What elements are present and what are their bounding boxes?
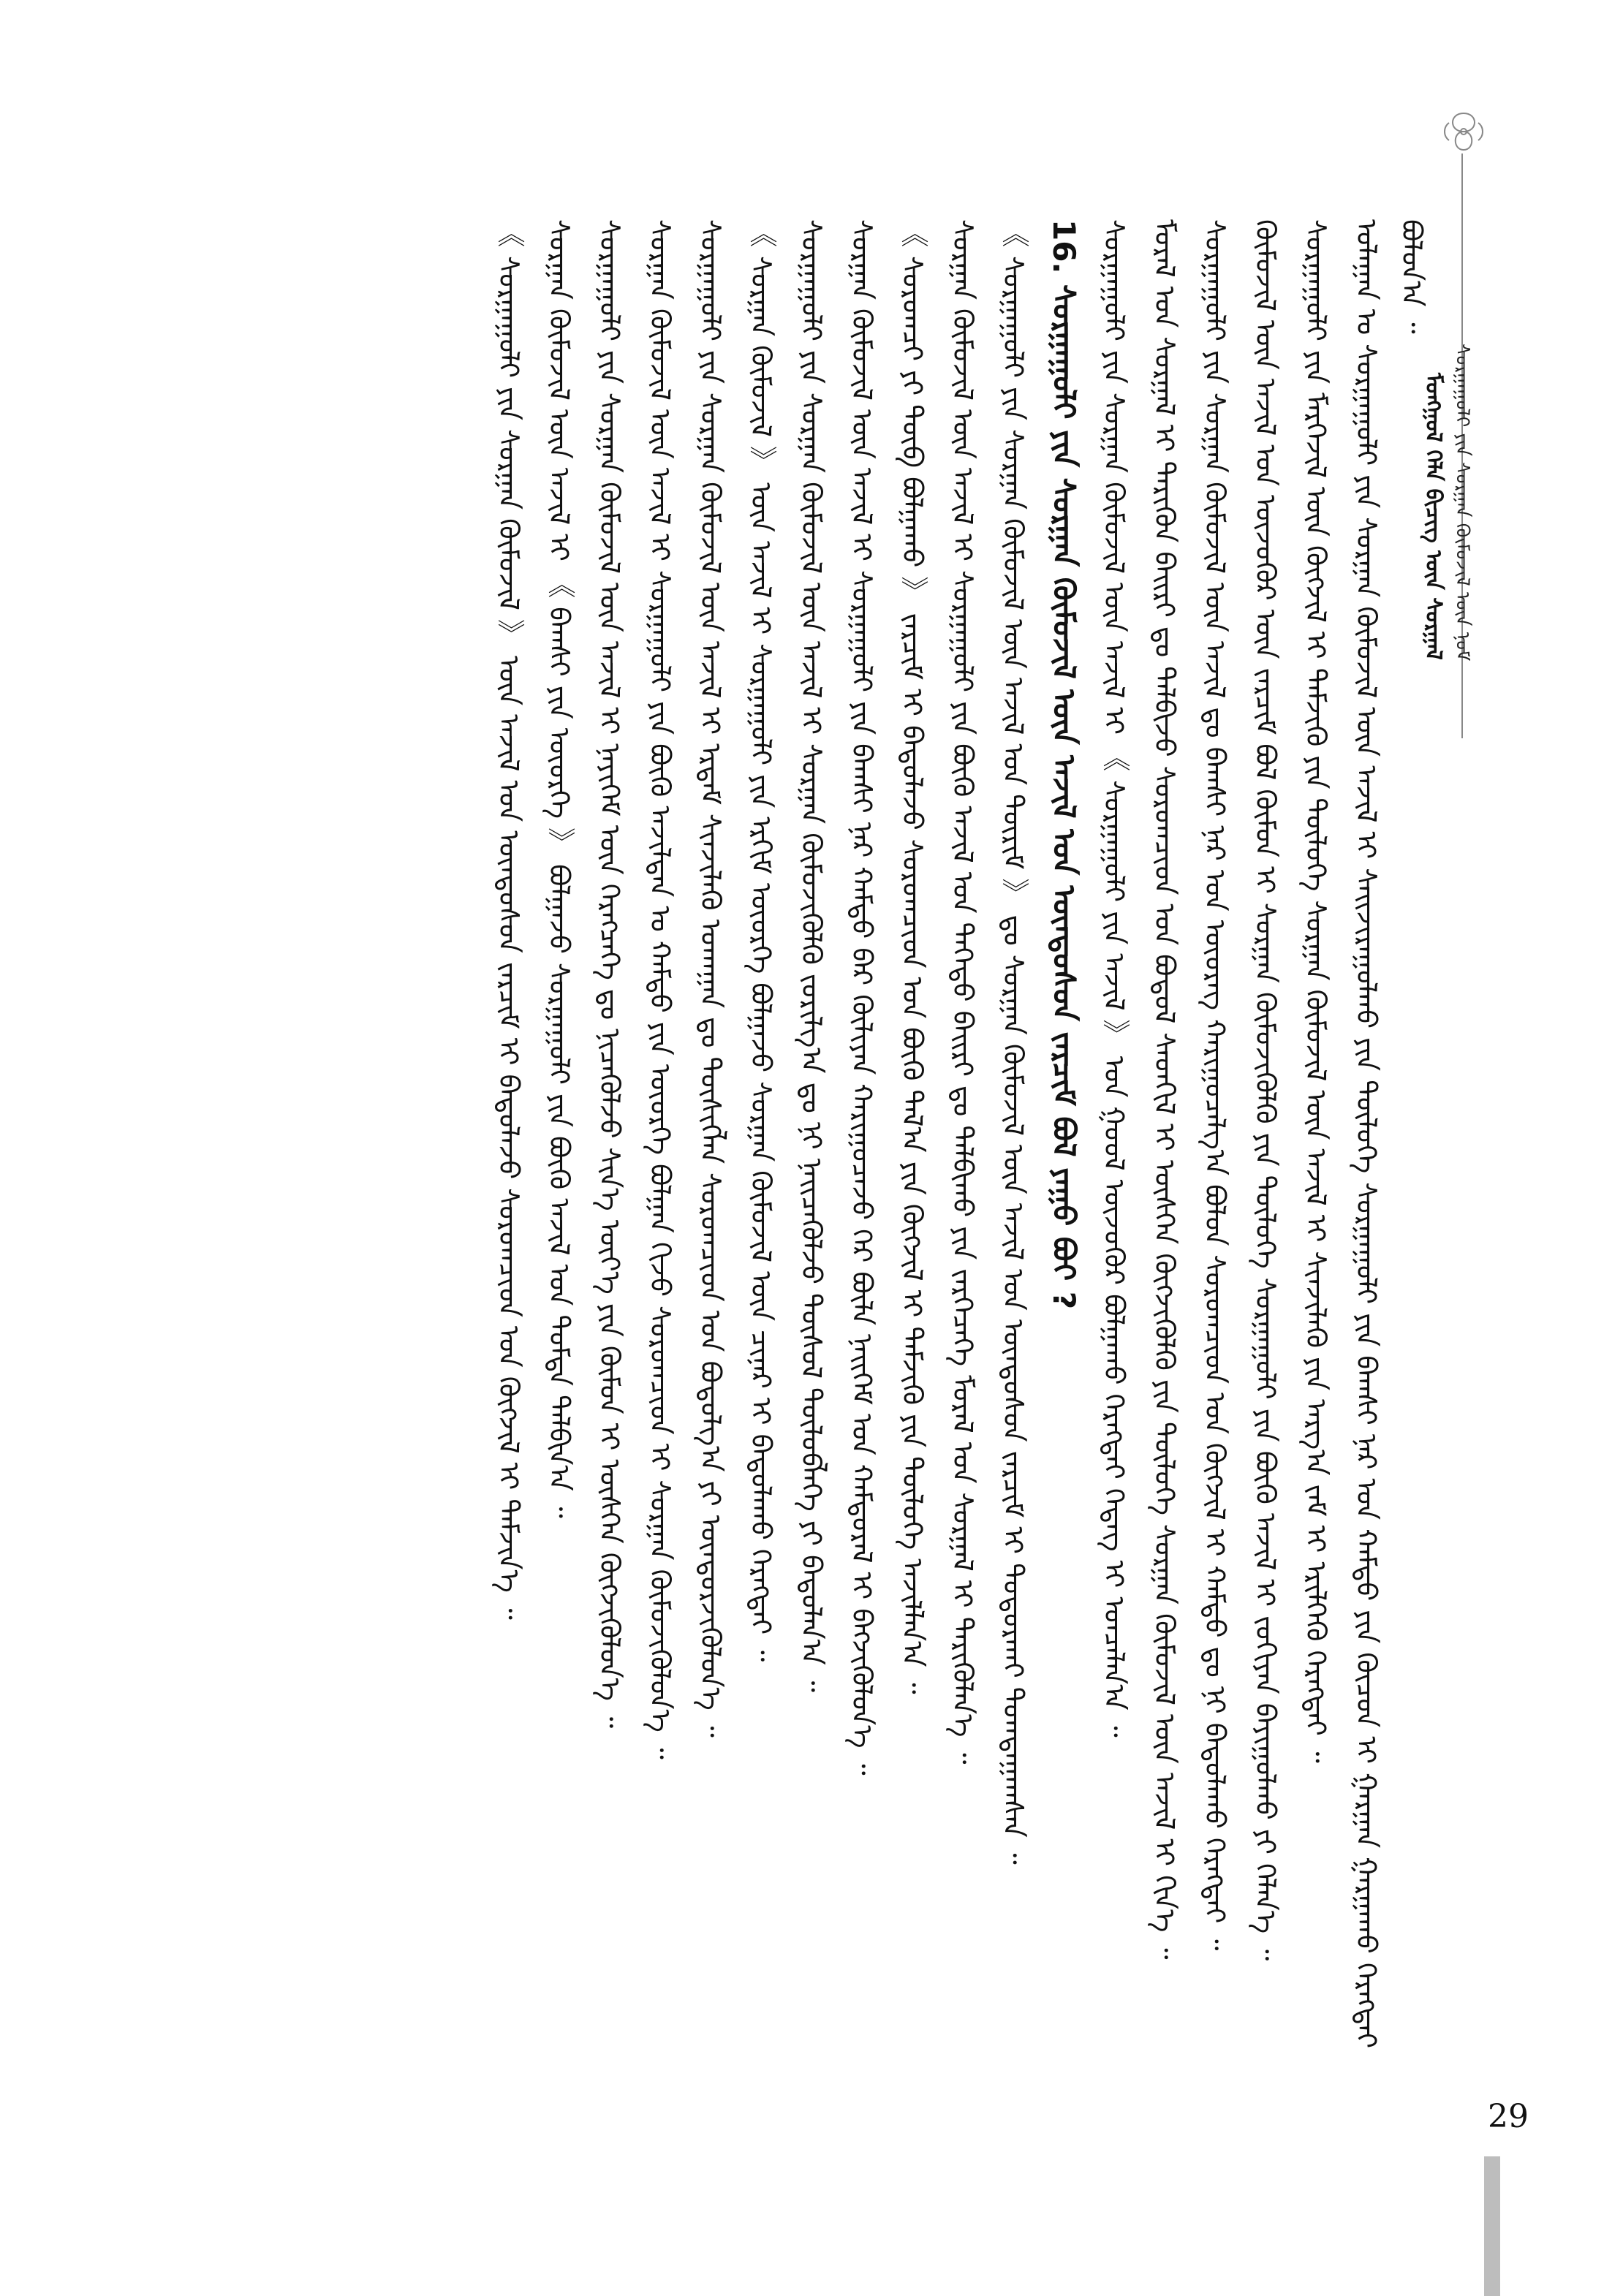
text-column: ᠬᠦᠮᠦᠵᠢᠯ ᠦᠨ ᠠᠵᠢᠯ ᠤᠨ ᠦᠵᠦᠭᠦᠷ ᠦᠨ ᠵᠠᠷᠴᠢᠮ ᠪᠣᠯ ᠬᠦᠮᠦᠨ ᠢ ᠰᠤᠷᠭᠠᠨ ᠬᠦᠮᠦᠵᠢᠭᠦᠯᠬᠦ ᠶᠢᠨ ᠲᠥᠯᠥᠭᠡ ᠰᠤᠷᠭᠠᠭᠤᠯᠢ ᠶᠢᠨ ᠪᠦᠬᠦ ᠠᠵᠢᠯ ᠢ ᠵᠣᠬᠢᠶᠠᠨ ᠪᠠᠶᠢᠭᠤᠯᠬᠤ ᠶᠢ ᠬᠡᠯᠡᠨ᠎ᠡ ᠃ — [1249, 219, 1282, 1961]
section-heading: 16. ᠰᠤᠷᠭᠠᠭᠤᠯᠢ ᠶᠢᠨ ᠰᠤᠷᠭᠠᠨ ᠬᠦᠮᠦᠵᠢᠯ ᠦᠨ ᠠᠵᠢᠯ ᠤᠨ ᠦᠨᠳᠦᠰᠦᠨ ᠵᠠᠷᠴᠢᠮ ᠪᠣᠯ ᠶᠠᠭᠤ ᠪᠤᠢ ? — [1046, 219, 1082, 1310]
text-column: ᠮᠣᠷᠠᠯ ᠤᠨ ᠰᠤᠷᠭᠠᠯ ᠢ ᠲᠡᠷᠢᠭᠦᠨ ᠪᠠᠢᠷᠢ ᠳᠤ ᠲᠠᠯᠪᠢᠵᠤ ᠰᠤᠷᠤᠭᠴᠢᠳ ᠤᠨ ᠪᠣᠳᠤᠯ ᠰᠡᠳᠬᠢᠯ ᠢ ᠥᠰᠭᠡᠨ ᠬᠥᠭᠵᠢᠭᠦᠯᠬᠦ ᠶᠢᠨ ᠲᠥᠯᠥᠭᠡ ᠰᠤᠷᠭᠠᠨ ᠬᠦᠮᠦᠵᠢᠯ ᠦᠨ ᠠᠵᠢᠯ ᠢ ᠬᠢᠨ᠎ᠡ ᠃ — [1149, 219, 1181, 1960]
text-column: ᠰᠤᠷᠭᠠᠭᠤᠯᠢ ᠶᠢᠨ ᠮᠡᠷᠭᠡᠵᠢᠯ ᠦᠨ ᠬᠥᠭᠵᠢᠯ ᠢ ᠳᠡᠮᠵᠢᠬᠦ ᠶᠢᠨ ᠲᠥᠯᠥᠭᠡ ᠰᠤᠷᠭᠠᠨ ᠬᠦᠮᠦᠵᠢᠯ ᠦᠨ ᠠᠵᠢᠯ ᠢ ᠰᠢᠨᠵᠢᠯᠡᠬᠦ ᠶᠢᠨ ᠠᠷᠭ᠎ᠠ ᠵᠠᠮ ᠢ ᠡᠷᠢᠯᠬᠡᠬᠦ ᠬᠡᠷᠡᠭᠲᠡᠢ ᠃ — [1300, 219, 1332, 1763]
header-subtitle: ᠰᠤᠷᠭᠠᠭᠤᠯᠢ ᠶᠢᠨ ᠰᠤᠷᠭᠠᠨ ᠬᠦᠮᠦᠵᠢᠯ ᠦᠨ ᠨᠣᠮ — [1451, 344, 1473, 662]
thumb-tab — [1484, 2156, 1500, 2296]
page-number: 29 — [1488, 2098, 1529, 2135]
text-column: 《 ᠰᠤᠷᠭᠠᠭᠤᠯᠢ ᠶᠢᠨ ᠰᠤᠷᠭᠠᠨ ᠬᠦᠮᠦᠵᠢᠯ ᠦᠨ ᠠᠵᠢᠯ ᠤᠨ ᠳᠦᠷᠢᠮ 》 ᠳᠤ ᠰᠤᠷᠭᠠᠨ ᠬᠦᠮᠦᠵᠢᠯ ᠦᠨ ᠠᠵᠢᠯ ᠤᠨ ᠦᠨᠳᠦᠰᠦᠨ ᠵᠠᠷᠴᠢᠮ ᠢ ᠲᠣᠳᠣᠷᠬᠠᠶ ᠲᠣᠭᠲᠠᠭᠠᠭᠰᠠᠨ ᠃ — [997, 219, 1029, 1865]
text-column: 《 ᠰᠤᠷᠤᠭᠴᠢ ᠶᠢ ᠲᠥᠪ ᠪᠣᠯᠭᠠᠬᠤ 》 ᠵᠠᠷᠴᠢᠮ ᠢ ᠪᠠᠲᠤᠯᠠᠵᠤ ᠰᠤᠷᠤᠭᠴᠢᠳ ᠤᠨ ᠪᠦᠬᠦ ᠲᠠᠯ᠎ᠠ ᠶᠢᠨ ᠬᠥᠭᠵᠢᠯ ᠢ ᠳᠡᠮᠵᠢᠬᠦ ᠶᠢᠨ ᠲᠥᠯᠥᠭᠡ ᠠᠵᠢᠯᠯᠠᠨ᠎ᠠ ᠃ — [896, 219, 928, 1694]
text-column: 《 ᠰᠤᠷᠭᠠᠨ ᠬᠦᠮᠦᠵᠢᠯ 》 ᠦᠨ ᠠᠵᠢᠯ ᠢ ᠰᠤᠷᠭᠠᠭᠤᠯᠢ ᠶᠢᠨ ᠡᠷᠬᠢᠮ ᠦᠦᠷᠭᠡ ᠪᠣᠯᠭᠠᠵᠤ ᠰᠤᠷᠭᠠᠨ ᠬᠦᠮᠦᠵᠢᠯ ᠦᠨ ᠴᠢᠨᠠᠷ ᠢ ᠪᠠᠲᠤᠯᠠᠬᠤ ᠬᠡᠷᠡᠭᠲᠡᠢ ᠃ — [745, 219, 777, 1662]
text-column: ᠰᠤᠷᠭᠠᠭᠤᠯᠢ ᠶᠢᠨ ᠰᠤᠷᠭᠠᠨ ᠬᠦᠮᠦᠵᠢᠯ ᠦᠨ ᠠᠵᠢᠯ ᠢ ᠨᠡᠶᠢᠭᠡᠮ ᠦᠨ ᠬᠡᠷᠡᠭᠴᠡᠭᠡ ᠳᠤ ᠨᠢᠴᠡᠭᠦᠯᠵᠦ ᠰᠢᠨ᠎ᠡ ᠦᠶ᠎ᠡ ᠶᠢᠨ ᠬᠦᠮᠦᠨ ᠢ ᠥᠰᠭᠡᠨ ᠬᠥᠭᠵᠢᠭᠦᠯᠦᠨ᠎ᠡ ᠃ — [594, 219, 626, 1729]
text-column: ᠰᠤᠷᠭᠠᠭᠤᠯᠢ ᠶᠢᠨ ᠰᠤᠷᠭᠠᠨ ᠬᠦᠮᠦᠵᠢᠯ ᠦᠨ ᠠᠵᠢᠯ ᠢ ᠰᠤᠷᠭᠠᠨ ᠬᠦᠮᠦᠵᠢᠭᠦᠯᠬᠦ ᠵᠣᠷᠢᠯᠭ᠎ᠠ ᠳᠤ ᠨᠢ ᠨᠡᠢᠴᠡᠭᠦᠯᠵᠦ ᠲᠥᠰᠥᠯ ᠲᠥᠯᠥᠪᠯᠡᠭᠡ ᠶᠢ ᠪᠠᠲᠤᠯᠠᠨ᠎ᠠ ᠃ — [795, 219, 828, 1693]
body-text — [183, 219, 1428, 2120]
text-column: ᠰᠤᠷᠭᠠᠭᠤᠯᠢ ᠶᠢᠨ ᠰᠤᠷᠭᠠᠨ ᠬᠦᠮᠦᠵᠢᠯ ᠦᠨ ᠠᠵᠢᠯ ᠳᠤ ᠪᠠᠭᠰᠢ ᠨᠠᠷ ᠤᠨ ᠦᠦᠷᠡᠭ ᠬᠠᠷᠢᠭᠤᠴᠠᠯᠭ᠎ᠠ ᠪᠣᠯᠤᠨ ᠰᠤᠷᠤᠭᠴᠢᠳ ᠤᠨ ᠬᠥᠭᠵᠢᠯ ᠢ ᠬᠠᠮᠲᠤ ᠳᠤ ᠨᠢ ᠪᠠᠲᠤᠯᠠᠬᠤ ᠬᠡᠷᠡᠭᠲᠡᠢ ᠃ — [1199, 219, 1231, 1951]
text-column: 《 ᠰᠤᠷᠭᠠᠭᠤᠯᠢ ᠶᠢᠨ ᠰᠤᠷᠭᠠᠨ ᠬᠦᠮᠦᠵᠢᠯ 》 ᠦᠨ ᠠᠵᠢᠯ ᠤᠨ ᠦᠨᠳᠦᠰᠦᠨ ᠵᠠᠷᠴᠢᠮ ᠢ ᠪᠠᠲᠤᠯᠠᠵᠤ ᠰᠤᠷᠤᠭᠴᠢᠳ ᠤᠨ ᠬᠥᠭᠵᠢᠯ ᠢ ᠳᠡᠮᠵᠢᠨ᠎ᠡ ᠃ — [493, 219, 525, 1620]
text-column: ᠰᠤᠷᠭᠠᠨ ᠬᠦᠮᠦᠵᠢᠯ ᠦᠨ ᠠᠵᠢᠯ ᠢ 《 ᠪᠠᠭᠰᠢ ᠶᠢᠨ ᠦᠦᠷᠭᠡ 》 ᠪᠣᠯᠭᠠᠵᠤ ᠰᠤᠷᠭᠠᠭᠤᠯᠢ ᠶᠢᠨ ᠪᠦᠬᠦ ᠠᠵᠢᠯ ᠤᠨ ᠳᠤᠮᠳᠠ ᠲᠠᠯᠪᠢᠨ᠎ᠠ ᠃ — [543, 219, 575, 1518]
text-column: ᠤᠯᠠᠭᠠᠨ ᠤ ᠰᠤᠷᠭᠠᠭᠤᠯᠢ ᠶᠢᠨ ᠰᠤᠷᠭᠠᠨ ᠬᠦᠮᠦᠵᠢᠯ ᠦᠨ ᠠᠵᠢᠯ ᠢ ᠰᠠᠢᠵᠢᠷᠠᠭᠤᠯᠬᠤ ᠶᠢᠨ ᠲᠥᠯᠥᠭᠡ ᠰᠤᠷᠭᠠᠭᠤᠯᠢ ᠶᠢᠨ ᠪᠠᠭᠰᠢ ᠨᠠᠷ ᠤᠨ ᠬᠠᠮᠲᠤ ᠶᠢᠨ ᠬᠦᠴᠦᠨ ᠢ ᠭᠠᠷᠭᠠᠨ ᠭᠠᠷᠭᠠᠬᠤ ᠬᠡᠷᠡᠭᠲᠡᠢ ᠪᠣᠯᠤᠨ᠎ᠠ ᠃ — [1350, 219, 1428, 2049]
text-column: ᠰᠤᠷᠭᠠᠭᠤᠯᠢ ᠶᠢᠨ ᠰᠤᠷᠭᠠᠨ ᠬᠦᠮᠦᠵᠢᠯ ᠦᠨ ᠠᠵᠢᠯ ᠢ 《 ᠰᠤᠷᠭᠠᠭᠤᠯᠢ ᠶᠢᠨ ᠠᠵᠢᠯ 》 ᠤᠨ ᠭᠣᠣᠯ ᠦᠵᠦᠭᠦᠷ ᠪᠣᠯᠭᠠᠬᠤ ᠬᠡᠷᠡᠭᠲᠡᠢ ᠭᠡᠳᠡᠭ ᠢ ᠣᠨᠴᠠᠯᠠᠨ᠎ᠠ ᠃ — [1098, 219, 1130, 1738]
ornament-icon — [1442, 110, 1486, 161]
text-column: ᠰᠤᠷᠭᠠᠨ ᠬᠦᠮᠦᠵᠢᠯ ᠦᠨ ᠠᠵᠢᠯ ᠢ ᠰᠤᠷᠭᠠᠭᠤᠯᠢ ᠶᠢᠨ ᠪᠠᠭᠰᠢ ᠨᠠᠷ ᠬᠠᠮᠲᠤ ᠪᠡᠷ ᠬᠦᠯᠢᠶᠡᠨ ᠬᠠᠷᠢᠭᠤᠴᠠᠵᠤ ᠭᠡᠷ ᠪᠦᠯᠡ ᠨᠡᠢᠭᠡᠮ ᠤᠨ ᠬᠠᠮᠲᠤᠷᠠᠯ ᠢ ᠪᠡᠬᠵᠢᠭᠦᠯᠦᠨ᠎ᠡ ᠃ — [846, 219, 878, 1776]
text-column: ᠰᠤᠷᠭᠠᠨ ᠬᠦᠮᠦᠵᠢᠯ ᠦᠨ ᠠᠵᠢᠯ ᠢ ᠰᠤᠷᠭᠠᠭᠤᠯᠢ ᠶᠢᠨ ᠪᠦᠬᠦ ᠠᠵᠢᠯᠲᠠᠨ ᠤ ᠬᠠᠮᠲᠤ ᠶᠢᠨ ᠦᠦᠷᠭᠡ ᠪᠣᠯᠭᠠᠨ ᠬᠢᠵᠦ ᠰᠤᠷᠤᠭᠴᠢᠳ ᠢ ᠰᠤᠷᠭᠠᠨ ᠬᠦᠮᠦᠵᠢᠭᠦᠯᠦᠨ᠎ᠡ ᠃ — [644, 219, 676, 1759]
text-column: ᠰᠤᠷᠭᠠᠭᠤᠯᠢ ᠶᠢᠨ ᠰᠤᠷᠭᠠᠨ ᠬᠦᠮᠦᠵᠢᠯ ᠦᠨ ᠠᠵᠢᠯ ᠢ ᠡᠷᠳᠡᠮ ᠰᠢᠨᠵᠢᠯᠡᠬᠦ ᠤᠬᠠᠭᠠᠨ ᠳᠤ ᠲᠦᠰᠢᠭᠯᠡᠨ ᠰᠤᠷᠤᠭᠴᠢᠳ ᠤᠨ ᠪᠣᠳᠤᠯᠭ᠎ᠠ ᠶᠢ ᠥᠨᠳᠥᠷᠵᠢᠭᠦᠯᠦᠨ᠎ᠡ ᠃ — [695, 219, 727, 1738]
header-title: ᠮᠣᠩᠭᠣᠯ ᠬᠡᠯᠡ ᠪᠢᠴᠢᠭ᠌ ᠦᠨ ᠰᠤᠷᠭᠠᠯ — [1420, 373, 1446, 660]
text-column: ᠰᠤᠷᠭᠠᠨ ᠬᠦᠮᠦᠵᠢᠯ ᠦᠨ ᠠᠵᠢᠯ ᠢ ᠰᠤᠷᠭᠠᠭᠤᠯᠢ ᠶᠢᠨ ᠪᠦᠬᠦ ᠠᠵᠢᠯ ᠤᠨ ᠳᠡᠭᠡᠳᠦ ᠪᠠᠢᠷᠢ ᠳᠤ ᠲᠠᠯᠪᠢᠬᠤ ᠶᠢᠨ ᠵᠡᠷᠭᠡᠴᠡᠭᠡ ᠮᠣᠷᠠᠯ ᠤᠨ ᠰᠤᠷᠭᠠᠯ ᠢ ᠲᠡᠷᠢᠭᠦᠯᠡᠨ᠎ᠡ ᠃ — [947, 219, 979, 1765]
